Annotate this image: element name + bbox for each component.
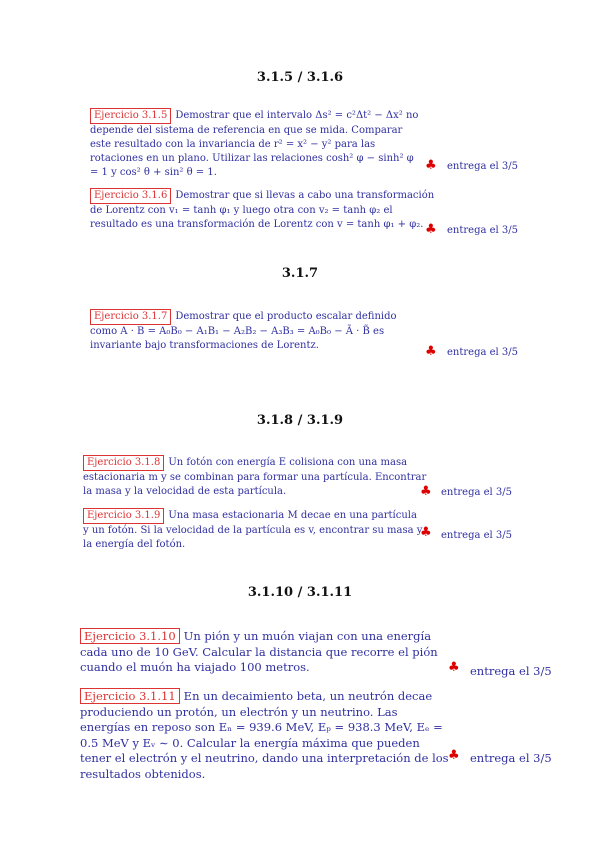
club-icon: ♣	[425, 158, 437, 173]
exercise-text: Un pión y un muón viajan con una energía cada uno de 10 GeV. Calcular la distancia que recorre el pión cuando el muón ha viajado 100 metros.	[80, 629, 438, 674]
exercise-text: Demostrar que el producto escalar definido como A · B = A₀B₀ − A₁B₁ − A₂B₂ − A₃B₃ = A₀B₀ − Ã · B̃ es invariante bajo transformaciones de Lorentz.	[90, 311, 397, 351]
exercise-text: Una masa estacionaria M decae en una partícula y un fotón. Si la velocidad de la partícula es v, encontrar su masa y la energía del fotón.	[83, 510, 423, 550]
section-heading-3-1-8: 3.1.8 / 3.1.9	[256, 413, 344, 428]
exercise-3-1-11	[80, 688, 450, 782]
section-heading-3-1-5: 3.1.5 / 3.1.6	[256, 70, 344, 85]
exercise-text: Un fotón con energía E colisiona con una masa estacionaria m y se combinan para formar una partícula. Encontrar la masa y la velocidad de esta partícula.	[83, 457, 427, 497]
due-date: entrega el 3/5	[470, 664, 552, 678]
exercise-label: Ejercicio 3.1.9	[83, 508, 164, 524]
exercise-3-1-9	[83, 508, 423, 552]
exercise-label: Ejercicio 3.1.7	[90, 309, 171, 325]
exercise-text: Demostrar que el intervalo Δs² = c²Δt² − Δx² no depende del sistema de referencia en que se mida. Comparar este resultado con la invariancia de r² = x² − y² para las rotaciones en un plano. Utilizar las relaciones cosh² φ − sinh² φ = 1 y cos² θ + sin² θ = 1.	[90, 110, 419, 178]
exercise-label: Ejercicio 3.1.6	[90, 188, 171, 204]
due-date: entrega el 3/5	[447, 161, 519, 172]
club-icon: ♣	[425, 344, 437, 359]
exercise-3-1-8	[83, 455, 433, 499]
due-date: entrega el 3/5	[441, 487, 513, 498]
exercise-text: En un decaimiento beta, un neutrón decae produciendo un protón, un electrón y un neutrino. Las energías en reposo son Eₙ = 939.6 MeV, Eₚ = 938.3 MeV, Eₑ = 0.5 MeV y Eᵥ ∼ 0. Calcular la energía máxima que pueden tener el electrón y el neutrino, dando una interpretación de los resultados obtenidos.	[80, 689, 449, 781]
exercise-label: Ejercicio 3.1.8	[83, 455, 164, 471]
club-icon: ♣	[420, 525, 432, 540]
club-icon: ♣	[420, 484, 432, 499]
due-date: entrega el 3/5	[447, 225, 519, 236]
exercise-3-1-10	[80, 628, 450, 676]
exercise-label: Ejercicio 3.1.11	[80, 688, 180, 704]
club-icon: ♣	[425, 222, 437, 237]
due-date: entrega el 3/5	[470, 751, 552, 765]
section-heading-3-1-7: 3.1.7	[281, 266, 319, 281]
exercise-3-1-6	[90, 188, 440, 232]
exercise-text: Demostrar que si llevas a cabo una transformación de Lorentz con v₁ = tanh φ₁ y luego otra con v₂ = tanh φ₂ el resultado es una transformación de Lorentz con v = tanh φ₁ + φ₂.	[90, 190, 435, 230]
exercise-3-1-7	[90, 309, 420, 353]
exercise-label: Ejercicio 3.1.10	[80, 628, 180, 644]
exercise-label: Ejercicio 3.1.5	[90, 108, 171, 124]
club-icon: ♣	[448, 660, 460, 675]
section-heading-3-1-10: 3.1.10 / 3.1.11	[247, 585, 353, 600]
exercise-3-1-5	[90, 108, 420, 180]
due-date: entrega el 3/5	[441, 530, 513, 541]
due-date: entrega el 3/5	[447, 347, 519, 358]
club-icon: ♣	[448, 748, 460, 763]
